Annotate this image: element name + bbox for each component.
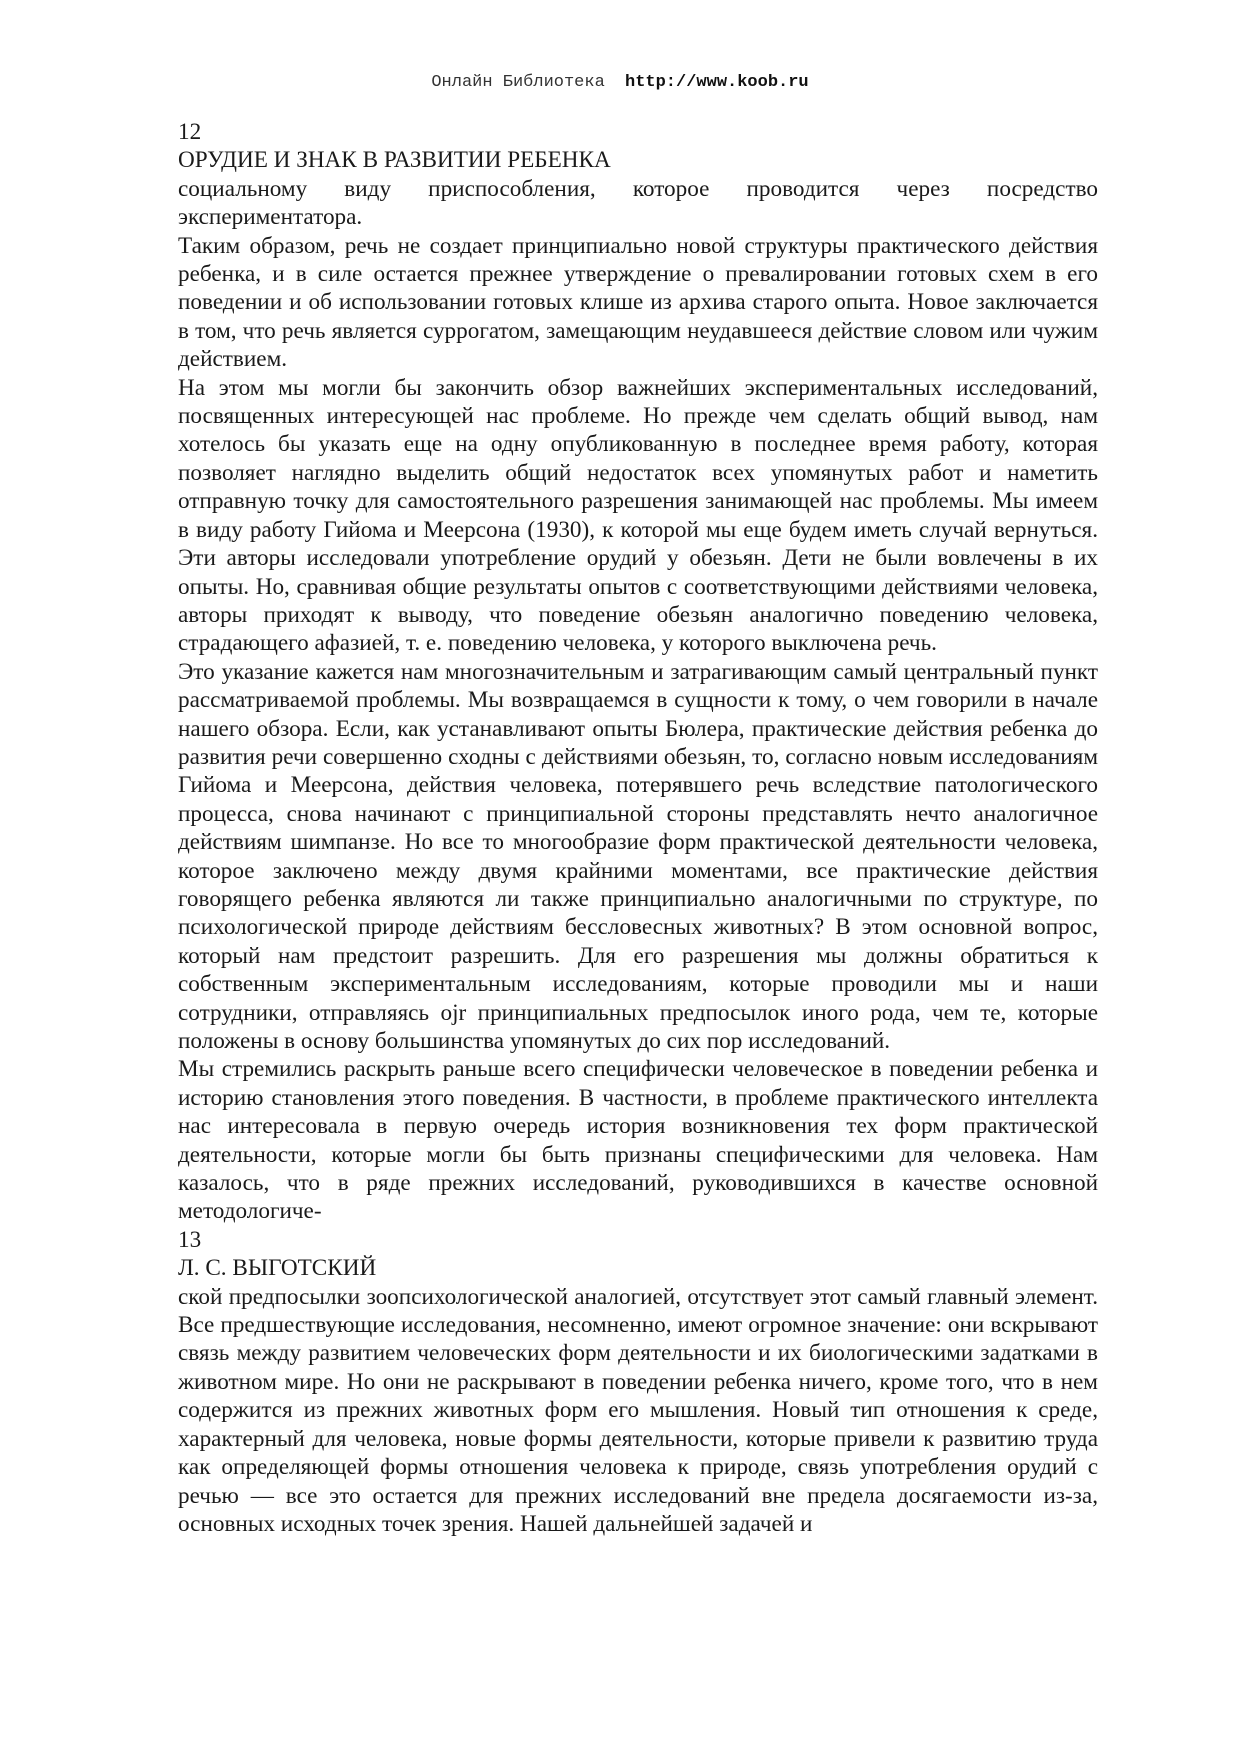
paragraph: Мы стремились раскрыть раньше всего специфически человеческое в поведении ребенка и историю становления этого поведения. В частности, в проблеме практического интеллекта нас интересовала в первую очередь история возникновения тех форм практической деятельности, которые могли бы быть признаны специфическими для человека. Нам казалось, что в ряде прежних исследований, руководившихся в качестве основной методологиче-	[178, 1056, 1098, 1225]
paragraph: Это указание кажется нам многозначительным и затрагивающим самый центральный пункт рассматриваемой проблемы. Мы возвращаемся в сущности к тому, о чем говорили в начале нашего обзора. Если, как устанавливают опыты Бюлера, практические действия ребенка до развития речи совершенно сходны с действиями обезьян, то, согласно новым исследованиям Гийома и Меерсона, действия человека, потерявшего речь вследствие патологического процесса, снова начинают с принципиальной стороны представлять нечто аналогичное действиям шимпанзе. Но все то многообразие форм практической деятельности человека, которое заключено между двумя крайними моментами, все практические действия говорящего ребенка являются ли также принципиально аналогичными по структуре, по психологической природе действиям бессловесных животных? В этом основной вопрос, который нам предстоит разрешить. Для его разрешения мы должны обратиться к собственным экспериментальным исследованиям, которые проводили мы и наши сотрудники, отправляясь ojr принципиальных предпосылок иного рода, чем те, которые положены в основу большинства упомянутых до сих пор исследований.	[178, 658, 1098, 1054]
paragraph: социальному виду приспособления, которое проводится через посредство экспериментатора.	[178, 175, 1098, 231]
paragraph: На этом мы могли бы закончить обзор важнейших экспериментальных исследований, посвященных интересующей нас проблеме. Но прежде чем сделать общий вывод, нам хотелось бы указать еще на одну опубликованную в последнее время работу, которая позволяет наглядно выделить общий недостаток всех упомянутых работ и наметить отправную точку для самостоятельного разрешения занимающей нас проблемы. Мы имеем в виду работу Гийома и Меерсона (1930), к которой мы еще будем иметь случай вернуться. Эти авторы исследовали употребление орудий у обезьян. Дети не были вовлечены в их опыты. Но, сравнивая общие результаты опытов с соответствующими действиями человека, авторы приходят к выводу, что поведение обезьян аналогично поведению человека, страдающего афазией, т. е. поведению человека, у которого выключена речь.	[178, 374, 1098, 657]
page-number: 12	[178, 119, 202, 145]
page-header	[0, 73, 1240, 92]
paragraph: ской предпосылки зоопсихологической аналогией, отсутствует этот самый главный элемент. Все предшествующие исследования, несомненно, имеют огромное значение: они вскрывают связь между развитием человеческих форм деятельности и их биологическими задатками в животном мире. Но они не раскрывают в поведении ребенка ничего, кроме того, что в нем содержится из прежних животных форм его мышления. Новый тип отношения к среде, характерный для человека, новые формы деятельности, которые привели к развитию труда как определяющей формы отношения человека к природе, связь употребления орудий с речью — все это остается для прежних исследований вне предела досягаемости из-за, основных исходных точек зрения. Нашей дальнейшей задачей и	[178, 1283, 1098, 1537]
library-url[interactable]: http://www.koob.ru	[625, 73, 809, 92]
library-name: Онлайн Библиотека	[431, 73, 605, 92]
page-number: 13	[178, 1226, 202, 1253]
running-title: ОРУДИЕ И ЗНАК В РАЗВИТИИ РЕБЕНКА	[178, 147, 611, 174]
running-title: Л. С. ВЫГОТСКИЙ	[178, 1255, 377, 1282]
paragraph: Таким образом, речь не создает принципиально новой структуры практического действия ребенка, и в силе остается прежнее утверждение о превалировании готовых схем в его поведении и об использовании готовых клише из архива старого опыта. Новое заключается в том, что речь является суррогатом, замещающим неудавшееся действие словом или чужим действием.	[178, 232, 1098, 373]
document-body	[178, 118, 1098, 1538]
